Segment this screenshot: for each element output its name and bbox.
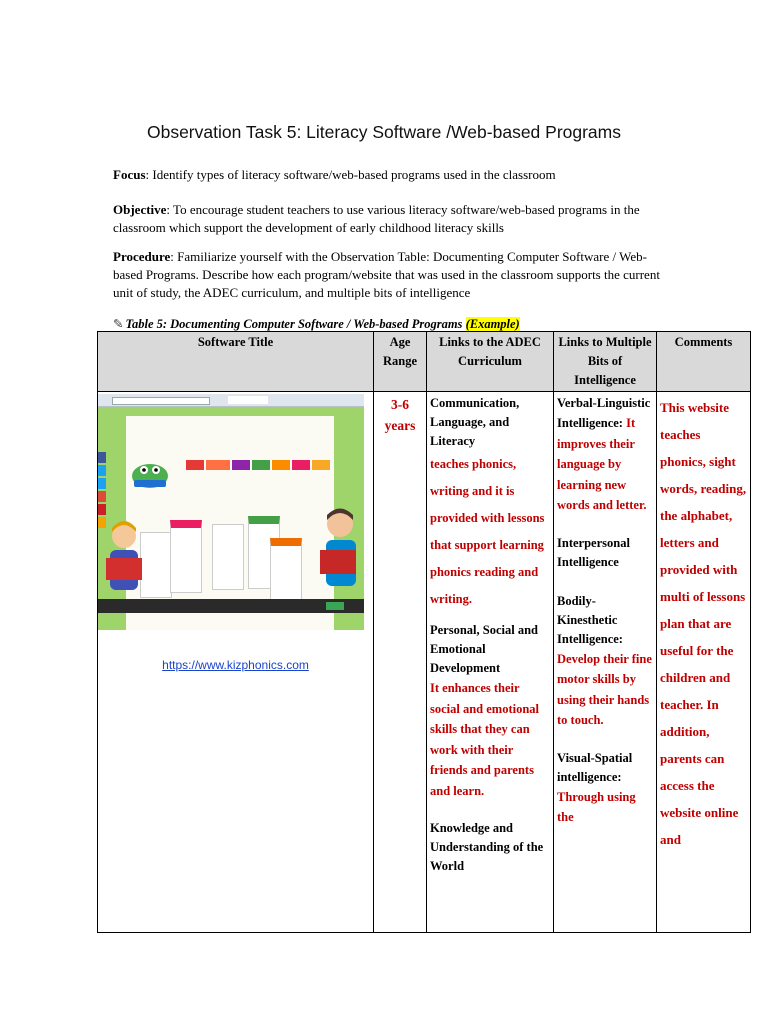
mi-verbal-text: improves their language by learning new words and letter. (557, 436, 647, 512)
focus-text: : Identify types of literacy software/web-based programs used in the classroom (145, 167, 556, 182)
focus-label: Focus (113, 167, 146, 182)
table-caption (113, 316, 520, 332)
adec-communication-heading: Communication, Language, and Literacy (430, 396, 520, 448)
focus-paragraph (113, 166, 673, 184)
mi-verbal-heading: Verbal-Linguistic Intelligence: (557, 396, 651, 430)
table-header-row (98, 332, 751, 392)
software-cell (98, 392, 374, 933)
age-cell: 3-6 years (374, 392, 427, 933)
intelligence-cell (554, 392, 657, 933)
website-screenshot (98, 394, 364, 630)
adec-knowledge-heading: Knowledge and Understanding of the World (430, 821, 544, 873)
website-nav (186, 460, 330, 470)
adec-communication-text: teaches phonics, writing and it is provided with lessons that support learning phonics reading and writing. (430, 457, 545, 606)
objective-text: : To encourage student teachers to use various literacy software/web-based programs in the classroom which support the development of early childhood literacy skills (113, 202, 640, 235)
mi-verbal-inline: It (626, 416, 636, 430)
kizphonics-logo-icon (130, 460, 170, 490)
mi-visual-text: Through using the (557, 789, 636, 824)
mi-verbal-block (557, 394, 653, 434)
procedure-label: Procedure (113, 249, 171, 264)
cookie-accept-button[interactable] (326, 602, 344, 610)
header-software-title: Software Title (98, 332, 374, 392)
browser-bar (98, 394, 364, 407)
social-share-sidebar (98, 452, 106, 542)
mi-bodily-text: Develop their fine motor skills by using their hands to touch. (557, 651, 652, 727)
table-row (98, 392, 751, 933)
header-age-range: Age Range (374, 332, 427, 392)
pencil-icon: ✎ (113, 317, 124, 331)
website-link[interactable]: https://www.kizphonics.com (162, 658, 309, 672)
page-title: Observation Task 5: Literacy Software /Web-based Programs (146, 122, 621, 142)
procedure-text: : Familiarize yourself with the Observation Table: Documenting Computer Software / Web-based Programs. Describe how each program/website that was used in the classroom supports the current unit of study, the ADEC curriculum, and multiple bits of intelligence (113, 249, 660, 300)
objective-paragraph (113, 201, 673, 237)
flashcards (140, 512, 320, 600)
adec-cell (427, 392, 554, 933)
caption-text: Table 5: Documenting Computer Software / Web-based Programs (125, 317, 466, 331)
adec-personal-heading: Personal, Social and Emotional Development (430, 623, 538, 675)
mi-interpersonal-heading: Interpersonal Intelligence (557, 535, 630, 569)
header-comments: Comments (657, 332, 751, 392)
mi-visual-heading: Visual-Spatial intelligence: (557, 750, 633, 784)
adec-personal-text: It enhances their social and emotional skills that they can work with their friends and parents and learn. (430, 681, 540, 798)
objective-label: Objective (113, 202, 167, 217)
caption-example: (Example) (465, 317, 520, 331)
cookie-notice-bar (98, 599, 364, 613)
header-adec: Links to the ADEC Curriculum (427, 332, 554, 392)
child-with-book-icon (318, 506, 358, 596)
child-reading-icon (106, 520, 142, 600)
comments-cell: This website teaches phonics, sight words, reading, the alphabet, letters and provided with multi of lessons plan that are useful for the children and teacher. In addition, parents can access the website online and (657, 392, 751, 933)
procedure-paragraph (113, 248, 673, 302)
mi-bodily-heading: Bodily-Kinesthetic Intelligence: (557, 593, 623, 646)
observation-table (97, 331, 751, 933)
header-multiple-intelligence: Links to Multiple Bits of Intelligence (554, 332, 657, 392)
